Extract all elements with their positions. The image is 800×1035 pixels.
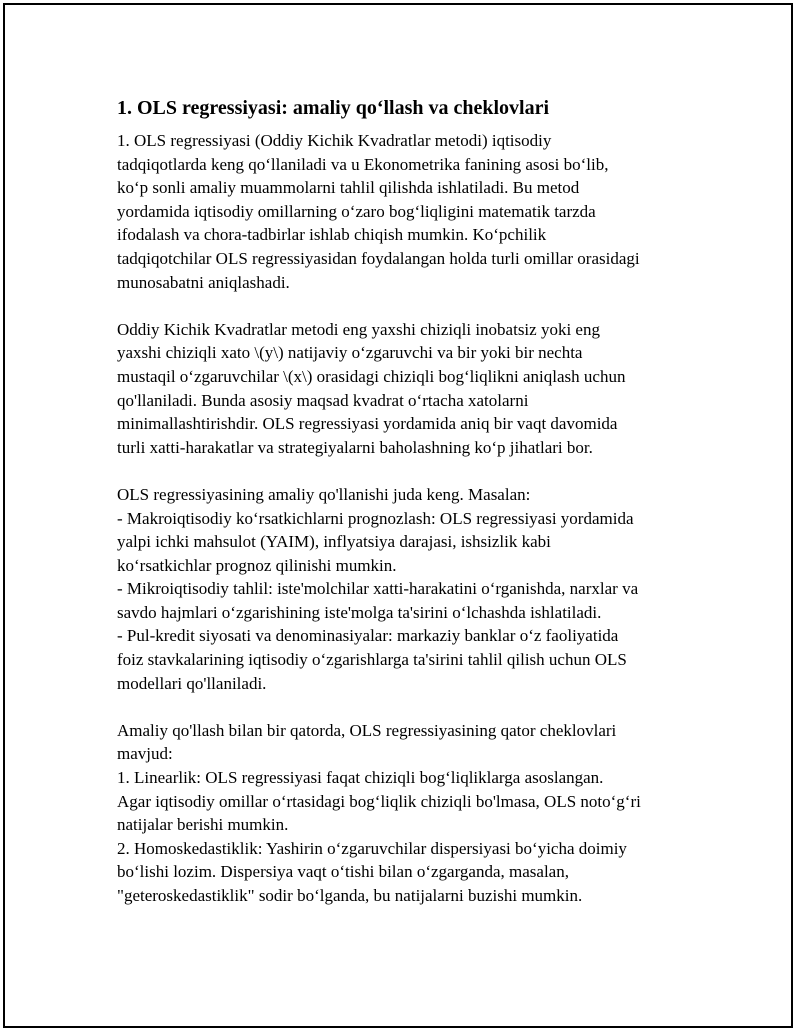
text-line: foiz stavkalarining iqtisodiy o‘zgarishlarga ta'sirini tahlil qilish uchun OLS — [117, 650, 627, 670]
text-line: tadqiqotchilar OLS regressiyasidan foydalangan holda turli omillar orasidagi — [117, 248, 640, 268]
document-body — [117, 95, 707, 931]
text-line: Agar iqtisodiy omillar o‘rtasidagi bog‘liqlik chiziqli bo'lmasa, OLS noto‘g‘ri — [117, 791, 641, 811]
text-line: - Makroiqtisodiy ko‘rsatkichlarni prognozlash: OLS regressiyasi yordamida — [117, 508, 634, 528]
paragraph-intro — [117, 129, 707, 294]
text-line: turli xatti-harakatlar va strategiyalarni baholashning ko‘p jihatlari bor. — [117, 437, 593, 457]
text-line: Oddiy Kichik Kvadratlar metodi eng yaxshi chiziqli inobatsiz yoki eng — [117, 319, 600, 339]
paragraph-limitations — [117, 719, 707, 908]
text-line: minimallashtirishdir. OLS regressiyasi yordamida aniq bir vaqt davomida — [117, 414, 618, 434]
text-line: - Mikroiqtisodiy tahlil: iste'molchilar xatti-harakatini o‘rganishda, narxlar va — [117, 579, 639, 599]
paragraph-method — [117, 318, 707, 460]
text-line: 1. OLS regressiyasi (Oddiy Kichik Kvadratlar metodi) iqtisodiy — [117, 131, 552, 150]
text-line: mavjud: — [117, 744, 173, 764]
document-title: 1. OLS regressiyasi: amaliy qo‘llash va cheklovlari — [117, 97, 550, 119]
text-line: yordamida iqtisodiy omillarning o‘zaro bog‘liqligini matematik tarzda — [117, 201, 596, 221]
text-line: savdo hajmlari o‘zgarishining iste'molga ta'sirini o‘lchashda ishlatiladi. — [117, 602, 602, 622]
text-line: tadqiqotlarda keng qo‘llaniladi va u Ekonometrika fanining asosi bo‘lib, — [117, 154, 609, 174]
text-line: Amaliy qo'llash bilan bir qatorda, OLS regressiyasining qator cheklovlari — [117, 720, 617, 740]
text-line: qo'llaniladi. Bunda asosiy maqsad kvadrat o‘rtacha xatolarni — [117, 390, 529, 410]
text-line: bo‘lishi lozim. Dispersiya vaqt o‘tishi bilan o‘zgarganda, masalan, — [117, 862, 569, 882]
text-line: mustaqil o‘zgaruvchilar \(x\) orasidagi chiziqli bog‘liqlikni aniqlash uchun — [117, 366, 626, 386]
text-line: ko‘rsatkichlar prognoz qilinishi mumkin. — [117, 555, 397, 575]
text-line: OLS regressiyasining amaliy qo'llanishi juda keng. Masalan: — [117, 484, 531, 504]
text-line: munosabatni aniqlashadi. — [117, 272, 290, 292]
text-line: yalpi ichki mahsulot (YAIM), inflyatsiya darajasi, ishsizlik kabi — [117, 532, 551, 552]
text-line: 1. Linearlik: OLS regressiyasi faqat chiziqli bog‘liqliklarga asoslangan. — [117, 768, 604, 788]
text-line: ko‘p sonli amaliy muammolarni tahlil qilishda ishlatiladi. Bu metod — [117, 178, 580, 198]
text-line: 2. Homoskedastiklik: Yashirin o‘zgaruvchilar dispersiyasi bo‘yicha doimiy — [117, 838, 627, 858]
paragraph-applications — [117, 483, 707, 695]
text-line: ifodalash va chora-tadbirlar ishlab chiqish mumkin. Ko‘pchilik — [117, 225, 547, 245]
text-line: modellari qo'llaniladi. — [117, 673, 267, 693]
text-line: "geteroskedastiklik" sodir bo‘lganda, bu natijalarni buzishi mumkin. — [117, 886, 583, 905]
text-line: natijalar berishi mumkin. — [117, 815, 289, 835]
text-line: yaxshi chiziqli xato \(y\) natijaviy o‘zgaruvchi va bir yoki bir nechta — [117, 343, 583, 363]
text-line: - Pul-kredit siyosati va denominasiyalar: markaziy banklar o‘z faoliyatida — [117, 626, 619, 646]
